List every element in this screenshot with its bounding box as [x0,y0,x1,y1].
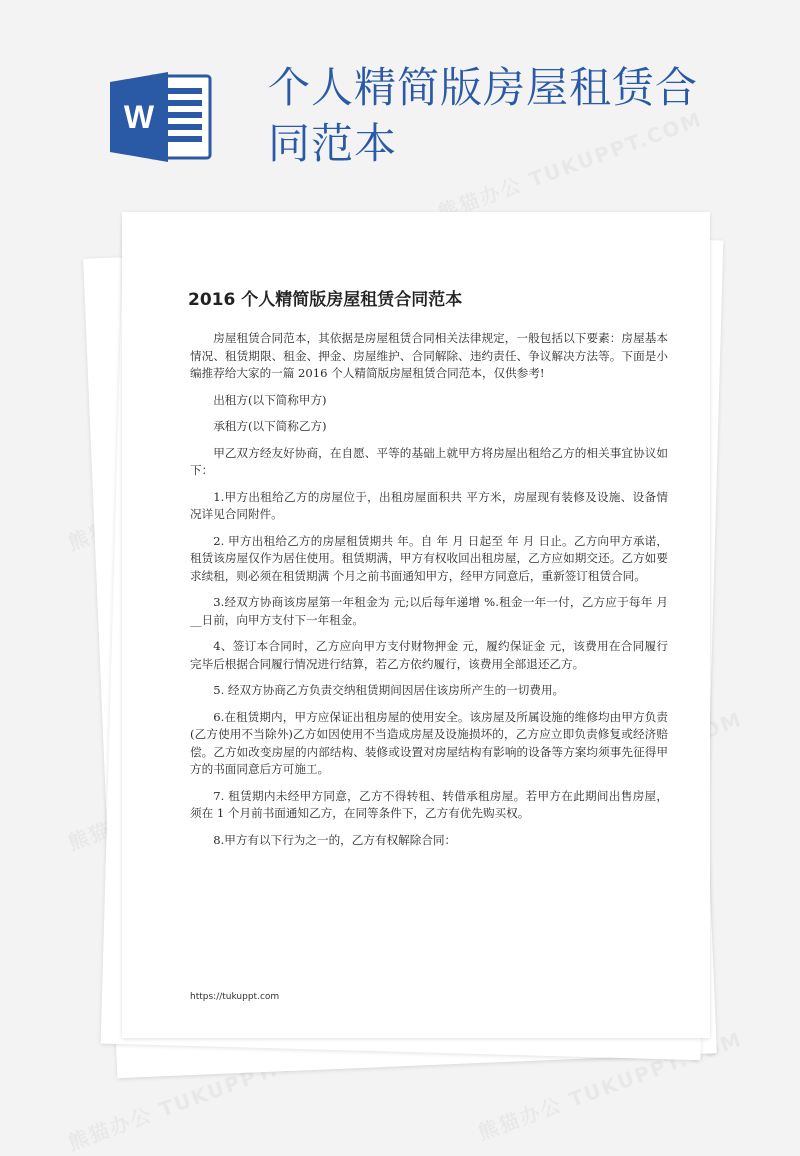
paragraph: 出租方(以下简称甲方) [213,392,327,407]
document-body [190,330,668,858]
paragraph: 6.在租赁期内，甲方应保证出租房屋的使用安全。该房屋及所属设施的维修均由甲方负责(乙方使用不当除外)乙方如因使用不当造成房屋及设施损坏的，乙方应立即负责修复或经济赔偿。乙方如改变房屋的内部结构、装修或设置对房屋结构有影响的设备等方案均须事先征得甲方的书面同意后方可施工。 [190,709,668,776]
paragraph: 承租方(以下简称乙方) [213,419,327,433]
svg-text:W: W [123,99,155,135]
page-title-line-1: 个人精简版房屋租赁合 [268,63,699,112]
word-icon [110,72,214,162]
paragraph: 1.甲方出租给乙方的房屋位于，出租房屋面积共 平方米，房屋现有装修及设施、设备情况详见合同附件。 [190,489,668,521]
paragraph: 2. 甲方出租给乙方的房屋租赁期共 年。自 年 月 日起至 年 月 日止。乙方向甲方承诺，租赁该房屋仅作为居住使用。租赁期满，甲方有权收回出租房屋，乙方应如期交还。乙方如要求续租，则必须在租赁期满 个月之前书面通知甲方，经甲方同意后，重新签订租赁合同。 [190,533,669,583]
paragraph: 房屋租赁合同范本，其依据是房屋租赁合同相关法律规定，一般包括以下要素：房屋基本情况、租赁期限、租金、押金、房屋维护、合同解除、违约责任、争议解决方法等。下面是小编推荐给大家的一篇 2016 个人精简版房屋租赁合同范本，仅供参考! [190,331,668,380]
paragraph: 甲乙双方经友好协商，在自愿、平等的基础上就甲方将房屋出租给乙方的相关事宜协议如下： [190,445,668,477]
paragraph: 4、签订本合同时，乙方应向甲方支付财物押金 元，履约保证金 元，该费用在合同履行完毕后根据合同履行情况进行结算，若乙方依约履行，该费用全部退还乙方。 [190,639,668,671]
paragraph: 8.甲方有以下行为之一的，乙方有权解除合同： [213,832,457,847]
page-title-line-2: 同范本 [268,119,398,168]
footer-url[interactable]: https://tukuppt.com [190,992,280,1002]
paragraph: 3.经双方协商该房屋第一年租金为 元;以后每年递增 %.租金一年一付，乙方应于每年 月__日前，向甲方支付下一年租金。 [190,595,668,627]
page-title [268,60,748,172]
paragraph: 5. 经双方协商乙方负责交纳租赁期间因居住该房所产生的一切费用。 [213,683,565,697]
document-title: 2016 个人精简版房屋租赁合同范本 [188,290,463,310]
paragraph: 7. 租赁期内未经甲方同意，乙方不得转租、转借承租房屋。若甲方在此期间出售房屋，须在 1 个月前书面通知乙方，在同等条件下，乙方有优先购买权。 [190,788,668,820]
